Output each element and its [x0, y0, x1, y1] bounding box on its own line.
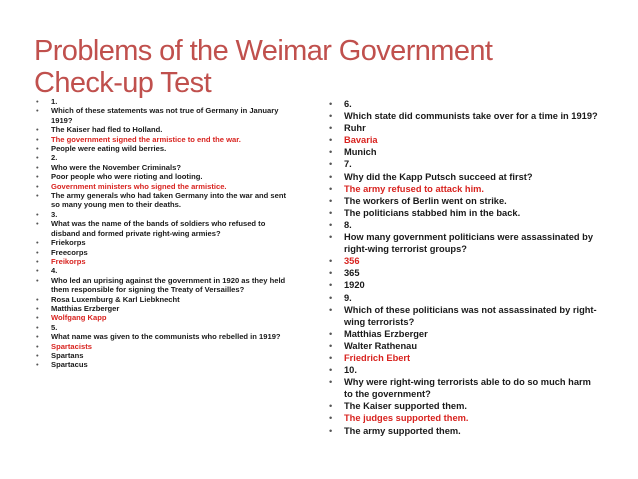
answer-item: • Wolfgang Kapp — [36, 313, 306, 322]
answer-item: • The judges supported them. — [329, 412, 609, 424]
list-item: • Matthias Erzberger — [329, 328, 609, 340]
answer-item: • Government ministers who signed the armistice. — [36, 182, 306, 191]
list-item: • Friekorps — [36, 238, 306, 247]
list-item: • The army supported them. — [329, 425, 609, 437]
list-item: • Which of these statements was not true of Germany in January 1919? — [36, 106, 306, 125]
list-item: • Freecorps — [36, 248, 306, 257]
list-item: • What was the name of the bands of soldiers who refused to disband and formed private right-wing armies? — [36, 219, 306, 238]
answer-item: • 356 — [329, 255, 609, 267]
list-item: • Spartacus — [36, 360, 306, 369]
answer-item: • The government signed the armistice to end the war. — [36, 135, 306, 144]
list-item: • 1. — [36, 97, 306, 106]
list-item: • 6. — [329, 98, 609, 110]
list-item: • 8. — [329, 219, 609, 231]
list-item: • Spartans — [36, 351, 306, 360]
list-item: • Walter Rathenau — [329, 340, 609, 352]
answer-item: • Freikorps — [36, 257, 306, 266]
list-item: • Who led an uprising against the government in 1920 as they held them responsible for signing the Treaty of Versailles? — [36, 276, 306, 295]
list-item: • 4. — [36, 266, 306, 275]
list-item: • What name was given to the communists who rebelled in 1919? — [36, 332, 306, 341]
list-item: • Rosa Luxemburg & Karl Liebknecht — [36, 295, 306, 304]
list-item: • 7. — [329, 158, 609, 170]
list-item: • Munich — [329, 146, 609, 158]
list-item: • The army generals who had taken Germany into the war and sent so many young men to their deaths. — [36, 191, 306, 210]
list-item: • Ruhr — [329, 122, 609, 134]
list-item: • 5. — [36, 323, 306, 332]
list-item: • 9. — [329, 292, 609, 304]
list-item: • Which state did communists take over for a time in 1919? — [329, 110, 609, 122]
list-item: • The Kaiser supported them. — [329, 400, 609, 412]
list-item: • 365 — [329, 267, 609, 279]
list-item: • Why were right-wing terrorists able to do so much harm to the government? — [329, 376, 609, 400]
list-item: • The Kaiser had fled to Holland. — [36, 125, 306, 134]
list-item: • The workers of Berlin went on strike. — [329, 195, 609, 207]
left-question-column — [36, 97, 306, 370]
list-item: • Who were the November Criminals? — [36, 163, 306, 172]
list-item: • Poor people who were rioting and looting. — [36, 172, 306, 181]
right-question-column — [329, 98, 609, 437]
list-item: • Matthias Erzberger — [36, 304, 306, 313]
answer-item: • Friedrich Ebert — [329, 352, 609, 364]
list-item: • 10. — [329, 364, 609, 376]
title-line-1: Problems of the Weimar Government — [34, 35, 493, 67]
title-line-2: Check-up Test — [34, 67, 212, 99]
answer-item: • Bavaria — [329, 134, 609, 146]
slide-title — [34, 35, 492, 99]
list-item: • Which of these politicians was not assassinated by right- wing terrorists? — [329, 304, 609, 328]
list-item: • The politicians stabbed him in the back. — [329, 207, 609, 219]
list-item: • 1920 — [329, 279, 609, 291]
list-item: • People were eating wild berries. — [36, 144, 306, 153]
list-item: • 3. — [36, 210, 306, 219]
answer-item: • The army refused to attack him. — [329, 183, 609, 195]
list-item: • Why did the Kapp Putsch succeed at first? — [329, 171, 609, 183]
answer-item: • Spartacists — [36, 342, 306, 351]
list-item: • How many government politicians were assassinated by right-wing terrorist groups? — [329, 231, 609, 255]
list-item: • 2. — [36, 153, 306, 162]
